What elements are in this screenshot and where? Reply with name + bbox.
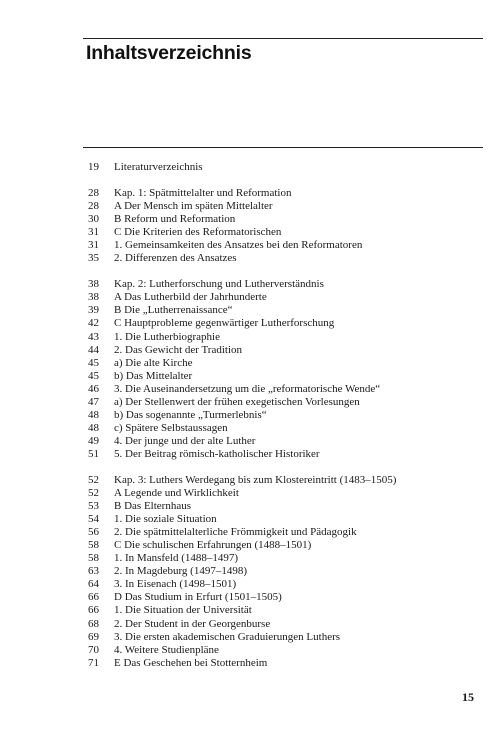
toc-entry — [88, 631, 488, 644]
toc-entry-title: 3. Die Auseinandersetzung um die „reformatorische Wende“ — [114, 382, 381, 395]
toc-entry — [88, 539, 488, 552]
toc-entry — [88, 331, 488, 344]
toc-entry-title: 4. Weitere Studienpläne — [114, 643, 219, 656]
toc-entry-page: 19 — [88, 161, 99, 173]
toc-entry-title: B Das Elternhaus — [114, 500, 191, 513]
toc-entry — [88, 226, 488, 239]
toc-entry — [88, 578, 488, 591]
toc-entry — [88, 291, 488, 304]
toc-entry-page: 44 — [88, 343, 99, 356]
toc-entry-page: 42 — [88, 317, 99, 330]
toc-entry-page: 53 — [88, 500, 99, 513]
toc-entry-title: a) Der Stellenwert der frühen exegetischen Vorlesungen — [114, 395, 360, 408]
toc-entry-page: 58 — [88, 539, 99, 552]
toc-entry-title: 2. Der Student in der Georgenburse — [114, 617, 271, 630]
toc-entry-title: Kap. 1: Spätmittelalter und Reformation — [114, 187, 292, 200]
toc-group — [88, 278, 488, 461]
toc-entry-page: 28 — [88, 200, 99, 213]
toc-entry-page: 63 — [88, 565, 99, 578]
toc-entry-title: b) Das sogenannte „Turmerlebnis“ — [114, 408, 267, 421]
toc-entry — [88, 200, 488, 213]
toc-entry-page: 54 — [88, 513, 99, 526]
toc-entry-page: 45 — [88, 356, 99, 369]
toc-entry — [88, 304, 488, 317]
toc-entry-page: 48 — [88, 408, 99, 421]
toc-entry-title: 3. In Eisenach (1498–1501) — [114, 578, 237, 591]
toc-entry-title: D Das Studium in Erfurt (1501–1505) — [114, 591, 282, 604]
toc-entry — [88, 500, 488, 513]
toc-entry — [88, 409, 488, 422]
toc-entry-title: 5. Der Beitrag römisch-katholischer Historiker — [114, 447, 320, 460]
toc-entry — [88, 357, 488, 370]
toc-entry-page: 38 — [88, 278, 99, 291]
toc-entry-title: 2. Das Gewicht der Tradition — [114, 343, 243, 356]
toc-group — [88, 187, 488, 265]
toc-entry-title: Kap. 2: Lutherforschung und Lutherverständnis — [114, 278, 324, 291]
toc-entry-page: 49 — [88, 434, 99, 447]
toc-entry-title: C Hauptprobleme gegenwärtiger Lutherforschung — [114, 317, 335, 330]
toc-entry — [88, 474, 488, 487]
toc-entry-page: 45 — [88, 369, 99, 382]
toc-entry-title: 4. Der junge und der alte Luther — [114, 434, 256, 447]
top-rule — [83, 38, 483, 39]
toc-entry-page: 35 — [88, 252, 99, 265]
toc-entry-title: B Reform und Reformation — [114, 213, 236, 226]
toc-entry-title: b) Das Mittelalter — [114, 369, 193, 382]
toc-entry-page: 68 — [88, 617, 99, 630]
toc-entry-page: 69 — [88, 630, 99, 643]
toc-group — [88, 474, 488, 670]
toc-entry — [88, 526, 488, 539]
toc-entry-title: Kap. 3: Luthers Werdegang bis zum Klostereintritt (1483–1505) — [114, 473, 397, 486]
toc-entry-title: C Die Kriterien des Reformatorischen — [114, 226, 282, 239]
toc-entry — [88, 565, 488, 578]
toc-entry-title: 2. In Magdeburg (1497–1498) — [114, 565, 247, 578]
toc-entry-title: A Legende und Wirklichkeit — [114, 487, 239, 500]
toc-entry-page: 70 — [88, 643, 99, 656]
toc-entry-page: 66 — [88, 604, 99, 617]
toc-entry-page: 51 — [88, 447, 99, 460]
toc-entry — [88, 591, 488, 604]
toc-entry-page: 64 — [88, 578, 99, 591]
toc-entry — [88, 618, 488, 631]
toc-entry-title: 1. In Mansfeld (1488–1497) — [114, 552, 239, 565]
toc-entry-page: 47 — [88, 395, 99, 408]
toc-entry — [88, 435, 488, 448]
toc-entry-page: 56 — [88, 526, 99, 539]
toc-entry-page: 39 — [88, 304, 99, 317]
toc-entry — [88, 396, 488, 409]
toc-entry-title: a) Die alte Kirche — [114, 356, 193, 369]
toc-entry-title: 2. Differenzen des Ansatzes — [114, 252, 237, 265]
toc-entry-page: 30 — [88, 213, 99, 226]
toc-entry — [88, 344, 488, 357]
heading-rule — [83, 147, 483, 148]
toc-entry-page: 28 — [88, 187, 99, 200]
page-heading: Inhaltsverzeichnis — [86, 42, 252, 64]
toc-entry-page: 38 — [88, 291, 99, 304]
toc-entry — [88, 448, 488, 461]
toc-entry — [88, 487, 488, 500]
toc-entry-page: 52 — [88, 473, 99, 486]
toc-entry-title: Literaturverzeichnis — [114, 161, 203, 173]
toc-entry-page: 31 — [88, 226, 99, 239]
toc-group — [88, 161, 488, 174]
toc-entry — [88, 239, 488, 252]
toc-entry-page: 66 — [88, 591, 99, 604]
toc-entry — [88, 383, 488, 396]
toc-entry-page: 71 — [88, 656, 99, 669]
table-of-contents — [88, 161, 488, 683]
toc-entry — [88, 657, 488, 670]
toc-entry-title: A Der Mensch im späten Mittelalter — [114, 200, 273, 213]
toc-entry-page: 52 — [88, 487, 99, 500]
toc-entry — [88, 213, 488, 226]
toc-entry — [88, 252, 488, 265]
toc-entry — [88, 187, 488, 200]
toc-entry — [88, 422, 488, 435]
toc-entry — [88, 552, 488, 565]
toc-entry-title: E Das Geschehen bei Stotternheim — [114, 656, 268, 669]
toc-entry-title: 1. Die Lutherbiographie — [114, 330, 220, 343]
toc-entry — [88, 513, 488, 526]
toc-entry — [88, 644, 488, 657]
toc-entry-title: 1. Die Situation der Universität — [114, 604, 252, 617]
toc-entry — [88, 604, 488, 617]
toc-entry-title: 2. Die spätmittelalterliche Frömmigkeit und Pädagogik — [114, 526, 357, 539]
toc-entry-page: 31 — [88, 239, 99, 252]
toc-entry-page: 43 — [88, 330, 99, 343]
toc-entry-title: 1. Die soziale Situation — [114, 513, 217, 526]
toc-entry-page: 58 — [88, 552, 99, 565]
toc-entry-title: c) Spätere Selbstaussagen — [114, 421, 228, 434]
toc-entry — [88, 278, 488, 291]
toc-entry-title: A Das Lutherbild der Jahrhunderte — [114, 291, 267, 304]
toc-entry-page: 48 — [88, 421, 99, 434]
toc-entry-title: 3. Die ersten akademischen Graduierungen Luthers — [114, 630, 341, 643]
page-number: 15 — [462, 690, 474, 704]
toc-entry — [88, 370, 488, 383]
toc-entry — [88, 161, 488, 174]
toc-entry-title: B Die „Lutherrenaissance“ — [114, 304, 233, 317]
toc-entry-title: C Die schulischen Erfahrungen (1488–1501) — [114, 539, 312, 552]
toc-entry — [88, 317, 488, 330]
toc-entry-title: 1. Gemeinsamkeiten des Ansatzes bei den Reformatoren — [114, 239, 363, 252]
toc-entry-page: 46 — [88, 382, 99, 395]
